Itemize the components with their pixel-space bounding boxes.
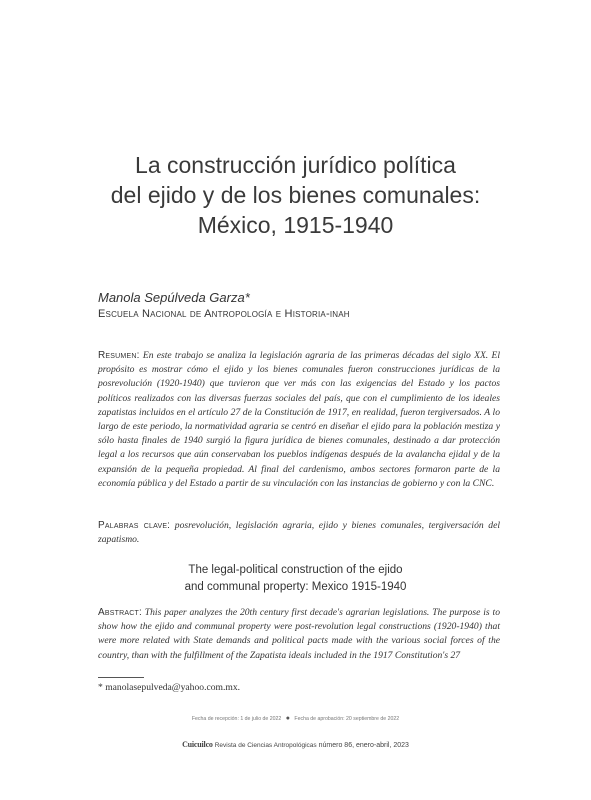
article-title — [0, 150, 591, 240]
title-line: México, 1915-1940 — [197, 212, 394, 238]
footnote-divider — [98, 677, 144, 678]
abstract-text: This paper analyzes the 20th century first decade's agrarian legislations. The purpose is to show how the ejido and communal property were post-revolution legal constructions (1920-1940) that were more related with State demands and political pacts made with the various social forces of the country, than with the fulfillment of the Zapatista ideals included in the 1917 Constitution's 27 — [98, 607, 500, 661]
journal-subtitle: Revista de Ciencias Antropológicas — [214, 742, 317, 749]
abstract-label: Abstract: — [98, 607, 142, 618]
journal-issue: número 86, enero-abril, 2023 — [318, 742, 409, 749]
resumen-paragraph — [98, 349, 500, 491]
english-title-line: and communal property: Mexico 1915-1940 — [184, 581, 407, 593]
accepted-date: Fecha de aprobación: 20 septiembre de 2022 — [294, 716, 400, 722]
journal-name: Cuicuilco — [182, 740, 213, 749]
title-line: La construcción jurídico política — [135, 152, 456, 178]
journal-footer — [0, 740, 591, 749]
submission-dates — [0, 715, 591, 722]
title-line: del ejido y de los bienes comunales: — [110, 182, 481, 208]
abstract-paragraph — [98, 606, 500, 663]
english-title — [0, 562, 591, 596]
author-affiliation: Escuela Nacional de Antropología e Historia-inah — [98, 308, 350, 320]
received-date: Fecha de recepción: 1 de julio de 2022 — [191, 716, 282, 722]
resumen-label: Resumen: — [98, 350, 140, 361]
keywords-text: posrevolución, legislación agraria, ejido y bienes comunales, tergiversación del zapatismo. — [98, 520, 500, 546]
author-name: Manola Sepúlveda Garza* — [98, 290, 250, 305]
keywords-paragraph — [98, 519, 500, 547]
resumen-text: En este trabajo se analiza la legislación agraria de las primeras décadas del siglo XX. El propósito es mostrar cómo el ejido y los bienes comunales fueron construcciones jurídicas de la posrevolución (1920-1940) que tuvieron que ver más con las exigencias del Estado y los pactos políticos realizados con las diversas fuerzas sociales del país, que con el cumplimiento de los ideales zapatistas incluidos en el artículo 27 de la Constitución de 1917, en realidad, fueron tergiversados. A lo largo de este periodo, la normatividad agraria se centró en diseñar el ejido para la población mestiza y sólo hasta finales de 1940 surgió la figura jurídica de bienes comunales, destinado a dar protección legal a los recursos que aún conservaban los pueblos indígenas después de la avalancha ejidal y de la expansión de la pequeña propiedad. Al final del cardenismo, ambos sectores formaron parte de la economía pública y del Estado a partir de su vinculación con las instancias de gobierno y con la CNC. — [98, 350, 500, 489]
english-title-line: The legal-political construction of the ejido — [188, 564, 403, 576]
keywords-label: Palabras clave: — [98, 520, 171, 531]
bullet-icon: ● — [285, 715, 290, 722]
footnote-email: * manolasepulveda@yahoo.com.mx. — [98, 682, 241, 693]
